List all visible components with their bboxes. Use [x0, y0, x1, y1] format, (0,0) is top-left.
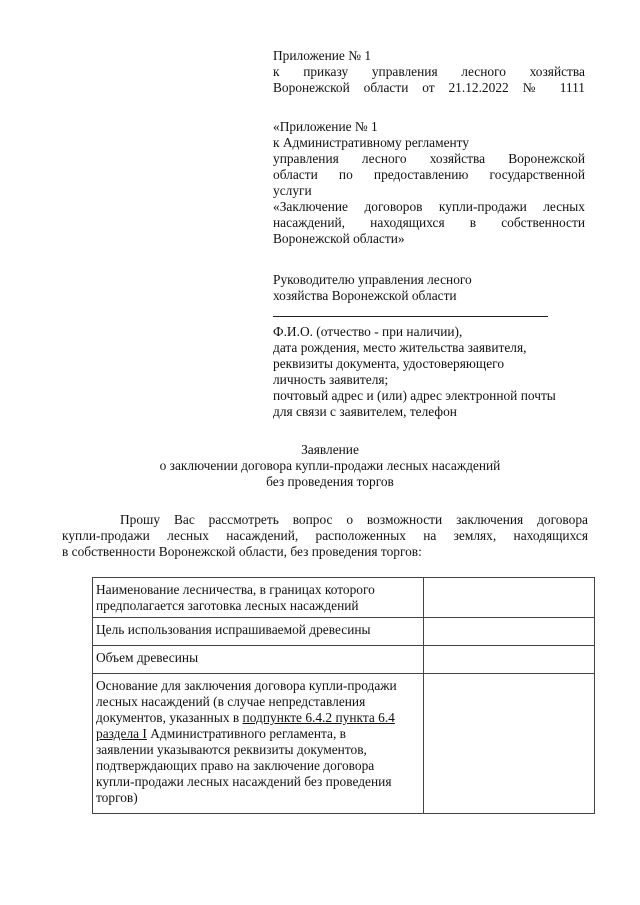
- contract-basis-label: Основание для заключения договора купли-продажи лесных насаждений (в случае непредставления документов, указанных в подпункте 6.4.2 пункта 6.4 раздела I Административного регламента, в заявлении указываются реквизиты документов, подтверждающих право на заключение договора купли-продажи лесных насаждений без проведения торгов): [93, 674, 424, 814]
- table-row: [93, 618, 595, 646]
- applicant-line: реквизиты документа, удостоверяющего: [273, 356, 505, 371]
- applicant-line: Ф.И.О. (отчество - при наличии),: [273, 324, 463, 339]
- order-reference-line: к приказу управления лесного хозяйства: [273, 64, 585, 79]
- table-row: [93, 578, 595, 618]
- regulation-line: услуги: [273, 183, 312, 198]
- appendix-header: [273, 48, 585, 96]
- applicant-line: почтовый адрес и (или) адрес электронной почты: [273, 388, 556, 403]
- addressee-line: хозяйства Воронежской области: [273, 288, 457, 303]
- regulation-line: управления лесного хозяйства Воронежской: [273, 151, 585, 166]
- table-row: [93, 674, 595, 814]
- service-name-line: Воронежской области»: [273, 231, 405, 246]
- forestry-name-field[interactable]: [424, 578, 595, 618]
- addressee-line: Руководителю управления лесного: [273, 272, 472, 287]
- regulation-reference: [273, 119, 585, 247]
- title-subtitle: о заключении договора купли-продажи лесных насаждений: [159, 458, 501, 473]
- applicant-details: [273, 324, 585, 420]
- applicant-line: для связи с заявителем, телефон: [273, 404, 457, 419]
- signature-fill-line: [273, 316, 548, 317]
- table-row: [93, 646, 595, 674]
- request-paragraph: [62, 512, 588, 560]
- service-name-line: «Заключение договоров купли-продажи лесных: [273, 199, 585, 214]
- applicant-line: личность заявителя;: [273, 372, 389, 387]
- regulation-line: к Административному регламенту: [273, 135, 470, 150]
- order-date-line: Воронежской области от 21.12.2022 № 1111: [273, 80, 585, 95]
- subsection-link[interactable]: подпункте 6.4.2 пункта 6.4: [242, 710, 395, 725]
- document-title: [60, 442, 600, 490]
- wood-purpose-field[interactable]: [424, 618, 595, 646]
- service-name-line: насаждений, находящихся в собственности: [273, 215, 585, 230]
- section-link[interactable]: раздела I: [96, 726, 147, 741]
- title-subtitle: без проведения торгов: [266, 474, 394, 489]
- forestry-name-label: Наименование лесничества, в границах которого предполагается заготовка лесных насаждений: [93, 578, 424, 618]
- request-line: купли-продажи лесных насаждений, расположенных на землях, находящихся: [62, 528, 588, 543]
- application-table: [92, 577, 595, 814]
- appendix-number: Приложение № 1: [273, 48, 372, 63]
- request-line: в собственности Воронежской области, без проведения торгов:: [62, 544, 422, 559]
- wood-volume-field[interactable]: [424, 646, 595, 674]
- request-line: Прошу Вас рассмотреть вопрос о возможности заключения договора: [120, 512, 588, 527]
- title-heading: Заявление: [301, 442, 359, 457]
- wood-volume-label: Объем древесины: [93, 646, 424, 674]
- addressee-block: [273, 272, 585, 304]
- wood-purpose-label: Цель использования испрашиваемой древесины: [93, 618, 424, 646]
- applicant-line: дата рождения, место жительства заявителя,: [273, 340, 527, 355]
- contract-basis-field[interactable]: [424, 674, 595, 814]
- regulation-appendix-number: «Приложение № 1: [273, 119, 378, 134]
- regulation-line: области по предоставлению государственной: [273, 167, 585, 182]
